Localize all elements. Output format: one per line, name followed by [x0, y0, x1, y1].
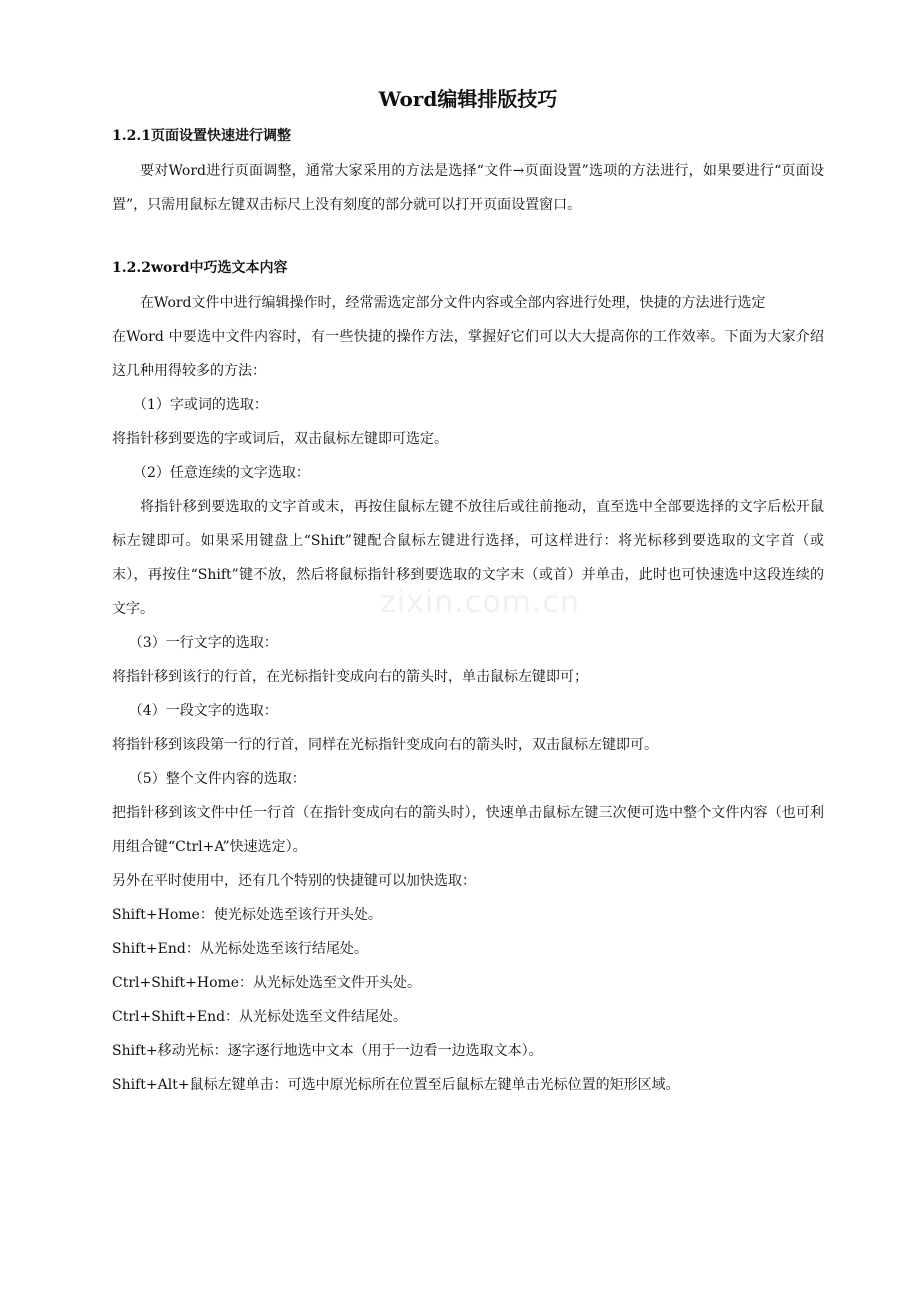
item1-text: 将指针移到要选的字或词后，双击鼠标左键即可选定。 — [112, 431, 448, 447]
document-page — [112, 84, 824, 1102]
item2-text: 将指针移到要选取的文字首或末，再按住鼠标左键不放往后或往前拖动，直至选中全部要选择的文字后松开鼠标左键即可。如果采用键盘上“Shift”键配合鼠标左键进行选择，可这样进行：将光标移到要选取的文字首（或末），再按住“Shift”键不放，然后将鼠标指针移到要选取的文字末（或首）并单击，此时也可快速选中这段连续的文字。 — [112, 499, 824, 617]
section-heading-1: 1.2.1页面设置快速进行调整 — [112, 128, 291, 144]
watermark: zixin.com.cn — [380, 585, 580, 620]
item2-label: （2）任意连续的文字选取： — [133, 465, 310, 481]
item5-text: 把指针移到该文件中任一行首（在指针变成向右的箭头时），快速单击鼠标左键三次便可选中整个文件内容（也可利用组合键“Ctrl+A”快速选定）。 — [112, 805, 824, 855]
item4-label: （4）一段文字的选取： — [128, 703, 278, 719]
shortcuts-intro: 另外在平时使用中，还有几个特别的快捷键可以加快选取： — [112, 873, 476, 889]
item4-text: 将指针移到该段第一行的行首，同样在光标指针变成向右的箭头时，双击鼠标左键即可。 — [112, 737, 658, 753]
section1-paragraph: 要对Word进行页面调整，通常大家采用的方法是选择“文件→页面设置”选项的方法进行，如果要进行“页面设置”，只需用鼠标左键双击标尺上没有刻度的部分就可以打开页面设置窗口。 — [112, 163, 824, 213]
section2-paragraph-1: 在Word文件中进行编辑操作时，经常需选定部分文件内容或全部内容进行处理，快捷的方法进行选定 — [140, 295, 766, 311]
shortcut-line: Shift+Home：使光标处选至该行开头处。 — [112, 907, 382, 923]
section-gap — [112, 222, 824, 258]
shortcut-line: Shift+End：从光标处选至该行结尾处。 — [112, 941, 368, 957]
section2-paragraph-2: 在Word 中要选中文件内容时，有一些快捷的操作方法，掌握好它们可以大大提高你的工作效率。下面为大家介绍这几种用得较多的方法： — [112, 329, 824, 379]
item3-label: （3）一行文字的选取： — [128, 635, 278, 651]
shortcut-line: Ctrl+Shift+End：从光标处选至文件结尾处。 — [112, 1009, 408, 1025]
item1-label: （1）字或词的选取： — [133, 397, 268, 413]
document-title: Word编辑排版技巧 — [378, 87, 558, 111]
shortcut-line: Shift+移动光标：逐字逐行地选中文本（用于一边看一边选取文本）。 — [112, 1043, 543, 1059]
shortcut-line: Ctrl+Shift+Home：从光标处选至文件开头处。 — [112, 975, 422, 991]
item3-text: 将指针移到该行的行首，在光标指针变成向右的箭头时，单击鼠标左键即可； — [112, 669, 588, 685]
item5-label: （5）整个文件内容的选取： — [128, 771, 306, 787]
section-heading-2: 1.2.2word中巧选文本内容 — [112, 260, 288, 276]
shortcut-line: Shift+Alt+鼠标左键单击：可选中原光标所在位置至后鼠标左键单击光标位置的矩形区域。 — [112, 1077, 680, 1093]
